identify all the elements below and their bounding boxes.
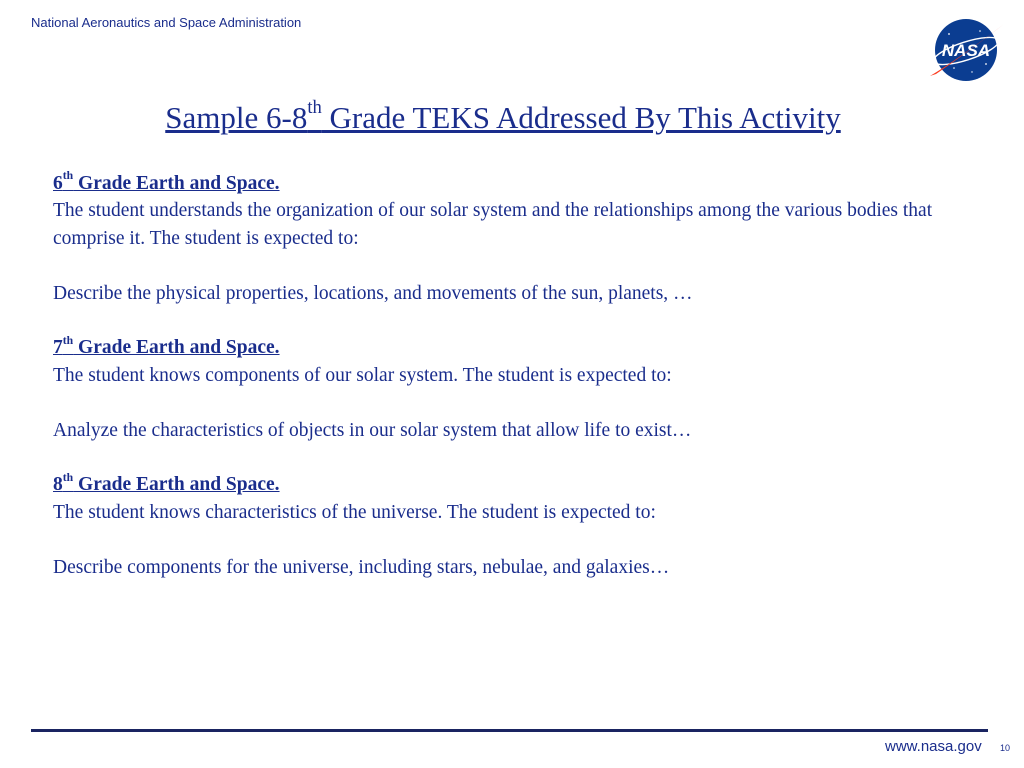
- footer-url[interactable]: www.nasa.gov: [885, 738, 982, 755]
- section-expectation: Describe the physical properties, locations, and movements of the sun, planets, …: [53, 282, 693, 304]
- grade-superscript: th: [62, 333, 74, 347]
- section-intro: The student knows characteristics of the universe. The student is expected to:: [53, 501, 656, 523]
- spacer: [53, 444, 933, 471]
- spacer: [53, 526, 933, 553]
- slide-title: [0, 96, 1006, 136]
- spacer: [53, 307, 933, 334]
- nasa-logo: [924, 14, 1008, 86]
- spacer: [53, 389, 933, 416]
- section-heading: [53, 471, 933, 498]
- teks-content: [53, 170, 933, 581]
- section-grade-6: [53, 170, 933, 334]
- grade-superscript: th: [62, 169, 74, 183]
- section-expectation: Analyze the characteristics of objects in our solar system that allow life to exist…: [53, 419, 692, 441]
- heading-text: Grade Earth and Space.: [73, 474, 280, 496]
- title-prefix: Sample 6-8: [165, 100, 308, 135]
- section-intro: The student understands the organization of our solar system and the relationships among the various bodies that comprise it. The student is expected to:: [53, 200, 933, 249]
- title-suffix: Grade TEKS Addressed By This Activity: [321, 100, 841, 135]
- section-grade-7: [53, 334, 933, 471]
- section-heading: [53, 334, 933, 361]
- section-grade-8: [53, 471, 933, 581]
- section-expectation: Describe components for the universe, including stars, nebulae, and galaxies…: [53, 556, 670, 578]
- heading-text: Grade Earth and Space.: [73, 337, 280, 359]
- section-intro: The student knows components of our solar system. The student is expected to:: [53, 364, 672, 386]
- nasa-logo-wordmark: NASA: [941, 41, 991, 60]
- heading-text: Grade Earth and Space.: [73, 173, 280, 194]
- grade-superscript: th: [62, 470, 74, 484]
- page-number: 10: [1000, 743, 1011, 753]
- title-superscript: th: [307, 96, 322, 118]
- grade-number: 7: [53, 337, 63, 359]
- section-heading: [53, 170, 933, 197]
- spacer: [53, 252, 933, 279]
- grade-number: 8: [53, 474, 63, 496]
- footer-divider: [31, 729, 988, 732]
- agency-name: National Aeronautics and Space Administration: [31, 15, 302, 30]
- grade-number: 6: [53, 173, 63, 194]
